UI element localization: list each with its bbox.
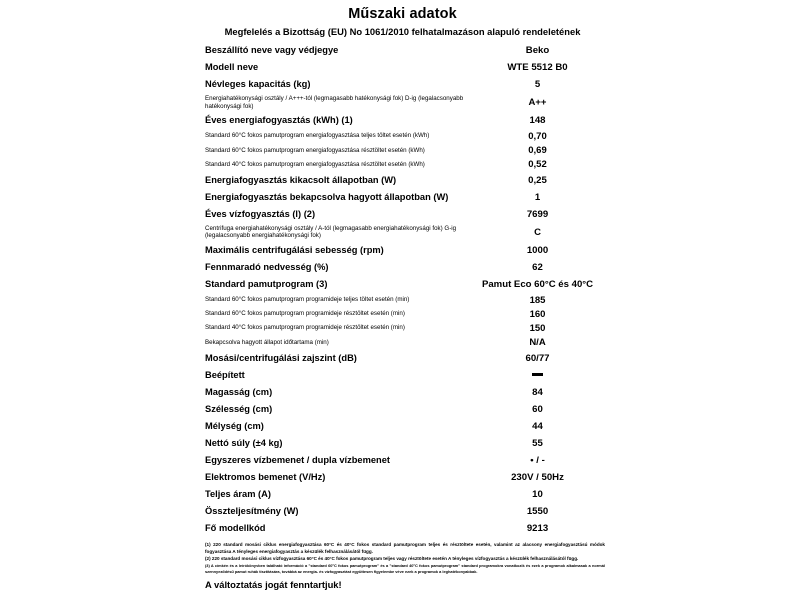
spec-row-value: C	[534, 226, 541, 238]
spec-row-value: 0,25	[528, 174, 547, 186]
spec-row-value: 60/77	[525, 352, 550, 364]
spec-row	[205, 336, 600, 350]
spec-row	[205, 418, 600, 435]
spec-row-label: Energiafogyasztás kikacsolt állapotban (W)	[205, 174, 397, 185]
spec-row-label: Fő modellkód	[205, 522, 266, 533]
spec-row-value: 84	[532, 386, 543, 398]
spec-row-value: 55	[532, 437, 543, 449]
spec-row-label: Standard 60°C fokos pamutprogram energiafogyasztása résztöltet esetén (kWh)	[205, 146, 425, 154]
spec-row	[205, 172, 600, 189]
spec-row-value: 230V / 50Hz	[511, 471, 564, 483]
spec-row-label: Standard pamutprogram (3)	[205, 278, 328, 289]
spec-row	[205, 158, 600, 172]
spec-row	[205, 276, 600, 293]
spec-row	[205, 520, 600, 537]
spec-row-label: Szélesség (cm)	[205, 403, 273, 414]
spec-row-value: N/A	[529, 337, 546, 349]
spec-row-label: Standard 40°C fokos pamutprogram programideje résztöltet esetén (min)	[205, 324, 405, 332]
spec-row-label: Összteljesítmény (W)	[205, 505, 299, 516]
spec-row-value: WTE 5512 B0	[507, 62, 568, 74]
footnotes	[205, 542, 605, 575]
spec-row	[205, 321, 600, 335]
spec-row-value: 160	[529, 308, 546, 320]
spec-row	[205, 112, 600, 129]
spec-row-label: Mélység (cm)	[205, 420, 264, 431]
spec-row-label: Energiafogyasztás bekapcsolva hagyott állapotban (W)	[205, 191, 449, 202]
spec-row-label: Bekapcsolva hagyott állapot időtartama (min)	[205, 338, 329, 346]
spec-row-value: • / -	[530, 454, 545, 466]
page-subtitle: Megfelelés a Bizottság (EU) No 1061/2010 felhatalmazáson alapuló rendeletének	[224, 25, 581, 37]
spec-row-label: Éves energiafogyasztás (kWh) (1)	[205, 115, 353, 126]
spec-row-value: 5	[534, 79, 541, 91]
spec-row	[205, 367, 600, 384]
spec-row	[205, 503, 600, 520]
spec-row-label: Egyszeres vízbemenet / dupla vízbemenet	[205, 454, 390, 465]
spec-row-label: Magasság (cm)	[205, 386, 273, 397]
spec-row	[205, 293, 600, 307]
spec-row	[205, 59, 600, 76]
spec-row-value: 0,69	[528, 145, 547, 157]
spec-row-label: Éves vízfogyasztás (l) (2)	[205, 208, 316, 219]
spec-row-label: Elektromos bemenet (V/Hz)	[205, 471, 326, 482]
spec-row-value: 10	[532, 488, 543, 500]
spec-row-value: 1550	[526, 505, 549, 517]
spec-row	[205, 223, 600, 242]
spec-row-label: Mosási/centrifugálási zajszint (dB)	[205, 352, 357, 363]
spec-row	[205, 469, 600, 486]
spec-row-value: A++	[528, 97, 547, 109]
spec-row-label: Standard 40°C fokos pamutprogram energiafogyasztása résztöltet esetén (kWh)	[205, 160, 425, 168]
spec-row	[205, 93, 600, 112]
spec-row-value: 185	[529, 294, 546, 306]
spec-row-value: 1	[534, 191, 541, 203]
closing-note: A változtatás jogát fenntartjuk!	[205, 579, 342, 591]
spec-row-value: 9213	[526, 522, 549, 534]
spec-row-value: Pamut Eco 60°C és 40°C	[481, 278, 594, 290]
spec-row-label: Centrifuga energiahatékonysági osztály / A-tól (legmagasabb energiahatékonysági fok) G-ig (legalacsonyabb energiahatékonysági fok)	[205, 224, 457, 240]
spec-row	[205, 350, 600, 367]
spec-row-value: 60	[532, 403, 543, 415]
spec-row	[205, 76, 600, 93]
spec-row	[205, 42, 600, 59]
spec-row-label: Teljes áram (A)	[205, 488, 271, 499]
spec-row-value: 1000	[526, 244, 549, 256]
spec-row-label: Nettó súly (±4 kg)	[205, 437, 283, 448]
spec-row-label: Beszállító neve vagy védjegye	[205, 45, 339, 56]
spec-row-label: Maximális centrifugálási sebesség (rpm)	[205, 244, 384, 255]
spec-row-label: Standard 60°C fokos pamutprogram energiafogyasztása teljes töltet esetén (kWh)	[205, 132, 430, 140]
footnote-3: (3) A címkén és a leírókönyvben található információ a "standard 60°C fokos pamutprogram" és a "standard 40°C fokos pamutprogram" standard programokra vonatkozik és ezek a programok alkalmasak a normál szennyeződésű pamut ruhák tisztítására, továbbá az energia- és vízfogyasztást együttesen figyelembe véve ezek a programok a leghatékonyabbak.	[205, 563, 605, 575]
spec-row-value: 148	[529, 115, 546, 127]
spec-row	[205, 129, 600, 143]
spec-row-value: 7699	[526, 208, 549, 220]
spec-row	[205, 259, 600, 276]
footnote-2: (2) 220 standard mosási ciklus vízfogyasztása 60°C és 40°C fokos pamutprogram teljes vagy résztöltete esetén A tényleges vízfogyasztás a készülék felhasználásától függ.	[205, 556, 579, 561]
spec-row-label: Fennmaradó nedvesség (%)	[205, 261, 329, 272]
spec-row-label: Energiahatékonysági osztály / A+++-tól (legmagasabb hatékonysági fok) D-ig (legalacsonyabb hatékonysági fok)	[205, 94, 464, 110]
spec-row-label: Névleges kapacitás (kg)	[205, 79, 311, 90]
spec-row-value: 62	[532, 261, 543, 273]
specification-table-body	[205, 42, 600, 536]
spec-row	[205, 206, 600, 223]
spec-row	[205, 435, 600, 452]
footnote-1: (1) 220 standard mosási ciklus energiafogyasztása 60°C és 40°C fokos standard pamutprogram teljes és résztöltete esetén, valamint az alacsony energiafogyasztású módok fogyasztása A tényleges energiafogyasztás a készülék felhasználásától függ.	[205, 541, 605, 554]
spec-row	[205, 242, 600, 259]
spec-row	[205, 144, 600, 158]
specification-table	[205, 42, 600, 536]
spec-row-label: Standard 60°C fokos pamutprogram programideje résztöltet esetén (min)	[205, 310, 405, 318]
spec-row-value: 0,70	[528, 130, 547, 142]
spec-row	[205, 452, 600, 469]
spec-row	[205, 307, 600, 321]
spec-row-label: Beépített	[205, 369, 245, 380]
spec-row-value: 0,52	[528, 159, 547, 171]
spec-row-label: Standard 60°C fokos pamutprogram programideje teljes töltet esetén (min)	[205, 296, 410, 304]
spec-row	[205, 401, 600, 418]
dash-icon	[532, 373, 543, 376]
spec-row-value: Beko	[525, 45, 550, 57]
page-title: Műszaki adatok	[348, 6, 457, 22]
spec-row	[205, 189, 600, 206]
spec-row	[205, 384, 600, 401]
spec-row	[205, 486, 600, 503]
spec-row-label: Modell neve	[205, 62, 259, 73]
spec-row-value: 44	[532, 420, 543, 432]
spec-row-value: 150	[529, 322, 546, 334]
spec-row-value	[475, 367, 600, 384]
